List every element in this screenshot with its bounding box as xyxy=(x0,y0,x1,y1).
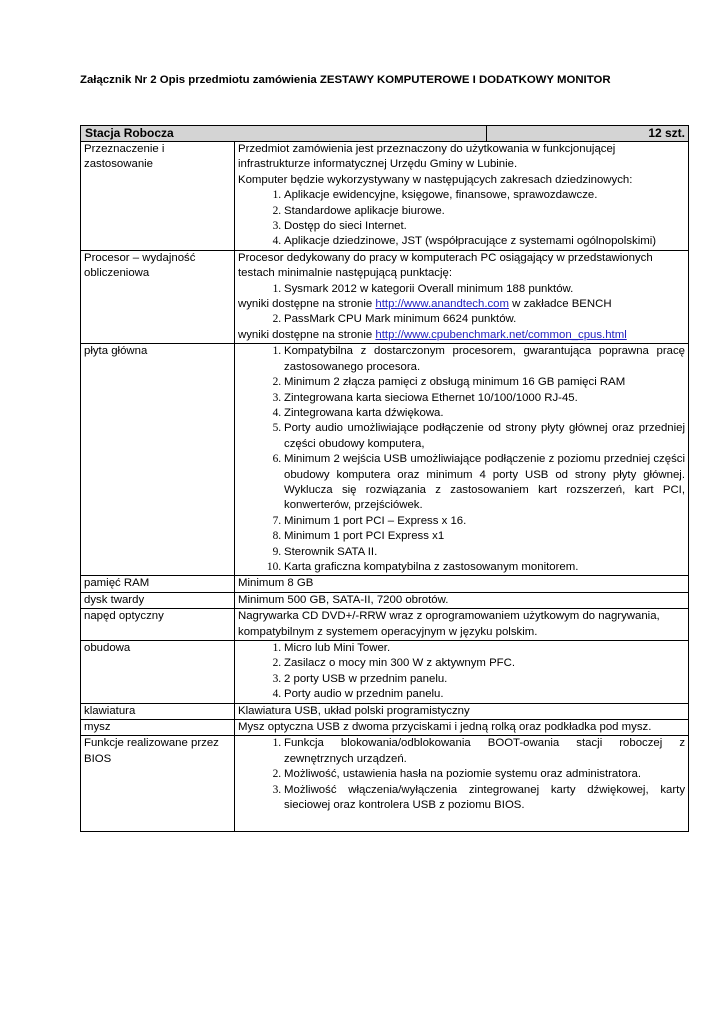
bios-content xyxy=(235,736,689,832)
table-header-row xyxy=(81,126,689,142)
list-item: 1. Aplikacje ewidencyjne, księgowe, finansowe, sprawozdawcze. xyxy=(284,188,685,203)
list-item: 10. Karta graficzna kompatybilna z zastosowanym monitorem. xyxy=(284,560,685,575)
list-item: 1. Kompatybilna z dostarczonym procesorem, gwarantująca poprawna pracę zastosowanego procesora. xyxy=(284,344,685,375)
bios-spacer xyxy=(238,813,685,831)
list-item: 2. Zasilacz o mocy min 300 W z aktywnym PFC. xyxy=(284,656,685,671)
list-item: 2. PassMark CPU Mark minimum 6624 punktów. xyxy=(284,312,685,327)
disk-value: Minimum 500 GB, SATA-II, 7200 obrotów. xyxy=(235,592,689,608)
bios-list xyxy=(238,736,685,813)
table-row-optical xyxy=(81,609,689,641)
optical-label: napęd optyczny xyxy=(81,609,235,641)
list-item: 4. Porty audio w przednim panelu. xyxy=(284,687,685,702)
list-item: 1. Funkcja blokowania/odblokowania BOOT-owania stacji roboczej z zewnętrznych urządzeń. xyxy=(284,736,685,767)
purpose-text2: Komputer będzie wykorzystywany w następujących zakresach dziedzinowych: xyxy=(238,173,633,186)
spec-table xyxy=(80,125,689,832)
purpose-list xyxy=(238,188,685,250)
motherboard-label: płyta główna xyxy=(81,344,235,576)
case-label: obudowa xyxy=(81,641,235,704)
keyboard-label: klawiatura xyxy=(81,703,235,719)
cpu-list-2 xyxy=(238,312,685,327)
list-item: 3. 2 porty USB w przednim panelu. xyxy=(284,672,685,687)
purpose-content xyxy=(235,142,689,251)
cpu-list-1 xyxy=(238,282,685,297)
motherboard-list xyxy=(238,344,685,575)
cpubenchmark-link[interactable]: http://www.cpubenchmark.net/common_cpus.html xyxy=(375,328,627,341)
list-item: 2. Standardowe aplikacje biurowe. xyxy=(284,204,685,219)
mouse-value: Mysz optyczna USB z dwoma przyciskami i jedną rolką oraz podkładka pod mysz. xyxy=(235,720,689,736)
ram-label: pamięć RAM xyxy=(81,576,235,592)
anandtech-link[interactable]: http://www.anandtech.com xyxy=(375,298,510,311)
bios-label: Funkcje realizowane przez BIOS xyxy=(81,736,235,832)
list-item: 2. Minimum 2 złącza pamięci z obsługą minimum 16 GB pamięci RAM xyxy=(284,375,685,390)
table-row-ram xyxy=(81,576,689,592)
cpu-content xyxy=(235,250,689,343)
cpu-label: Procesor – wydajność obliczeniowa xyxy=(81,250,235,343)
cpu-results-2-prefix: wyniki dostępne na stronie xyxy=(238,328,376,341)
list-item: 2. Możliwość, ustawienia hasła na poziomie systemu oraz administratora. xyxy=(284,767,685,782)
case-content xyxy=(235,641,689,704)
table-row-bios xyxy=(81,736,689,832)
list-item: 6. Minimum 2 wejścia USB umożliwiające podłączenie z poziomu przedniej części obudowy komputera oraz minimum 4 porty USB od strony płyty głównej. Wyklucza się rozwiązania z zastosowaniem kart rozszerzeń, kart PCI, konwerterów, przejściówek. xyxy=(284,452,685,514)
cpu-results-1-suffix: w zakładce BENCH xyxy=(509,298,612,311)
table-row-disk xyxy=(81,592,689,608)
table-row-keyboard xyxy=(81,703,689,719)
purpose-text1: Przedmiot zamówienia jest przeznaczony do użytkowania w funkcjonującej infrastrukturze informatycznej Urzędu Gminy w Lubinie. xyxy=(238,143,616,171)
purpose-label: Przeznaczenie i zastosowanie xyxy=(81,142,235,251)
list-item: 3. Zintegrowana karta sieciowa Ethernet 10/100/1000 RJ-45. xyxy=(284,391,685,406)
ram-value: Minimum 8 GB xyxy=(235,576,689,592)
optical-value: Nagrywarka CD DVD+/-RRW wraz z oprogramowaniem użytkowym do nagrywania, kompatybilnym z systemem operacyjnym w języku polskim. xyxy=(235,609,689,641)
list-item: 9. Sterownik SATA II. xyxy=(284,545,685,560)
table-row-motherboard xyxy=(81,344,689,576)
cpu-intro: Procesor dedykowany do pracy w komputerach PC osiągający w przedstawionych testach minimalnie następującą punktację: xyxy=(238,251,653,280)
table-row-purpose xyxy=(81,142,689,251)
list-item: 1. Micro lub Mini Tower. xyxy=(284,641,685,656)
list-item: 4. Aplikacje dziedzinowe, JST (współpracujące z systemami ogólnopolskimi) xyxy=(284,234,685,249)
list-item: 5. Porty audio umożliwiające podłączenie od strony płyty głównej oraz przedniej części obudowy komputera, xyxy=(284,421,685,452)
header-quantity: 12 szt. xyxy=(487,126,689,142)
case-list xyxy=(238,641,685,703)
list-item: 1. Sysmark 2012 w kategorii Overall minimum 188 punktów. xyxy=(284,282,685,297)
motherboard-content xyxy=(235,344,689,576)
list-item: 3. Możliwość włączenia/wyłączenia zintegrowanej karty dźwiękowej, karty sieciowej oraz kontrolera USB z poziomu BIOS. xyxy=(284,783,685,814)
table-row-cpu xyxy=(81,250,689,343)
mouse-label: mysz xyxy=(81,720,235,736)
disk-label: dysk twardy xyxy=(81,592,235,608)
document-title: Załącznik Nr 2 Opis przedmiotu zamówienia ZESTAWY KOMPUTEROWE I DODATKOWY MONITOR xyxy=(80,74,611,86)
header-name: Stacja Robocza xyxy=(81,126,487,142)
cpu-results-1-prefix: wyniki dostępne na stronie xyxy=(238,298,376,311)
table-row-mouse xyxy=(81,720,689,736)
list-item: 8. Minimum 1 port PCI Express x1 xyxy=(284,529,685,544)
list-item: 3. Dostęp do sieci Internet. xyxy=(284,219,685,234)
keyboard-value: Klawiatura USB, układ polski programistyczny xyxy=(235,703,689,719)
table-row-case xyxy=(81,641,689,704)
cpu-results-2 xyxy=(238,328,685,343)
cpu-results-1 xyxy=(238,297,685,312)
list-item: 7. Minimum 1 port PCI – Express x 16. xyxy=(284,514,685,529)
list-item: 4. Zintegrowana karta dźwiękowa. xyxy=(284,406,685,421)
